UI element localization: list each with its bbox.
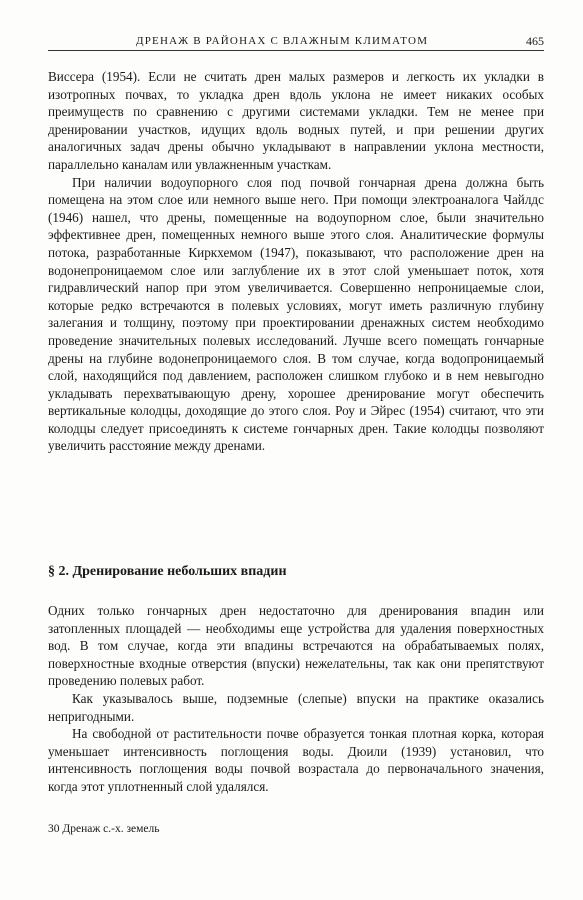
page-number: 465 — [526, 34, 544, 48]
body-text-top — [48, 68, 544, 455]
paragraph: При наличии водоупорного слоя под почвой гончарная дрена должна быть помещена на этом слое или немного выше него. При помощи электроаналога Чайлдс (1946) нашел, что дрены, помещенные на водоупорном слое, были значительно эффективнее дрен, помещенных немного выше этого слоя. Аналитические формулы потока, разработанные Киркхемом (1947), показывают, что расположение дрен на водонепроницаемом слое или заглубление их в этот слой уменьшает поток, хотя гидравлический напор при этом увеличивается. Совершенно непроницаемые слои, которые редко встречаются в полевых условиях, могут иметь различную глубину залегания и толщину, поэтому при проектировании дренажных систем необходимо проведение значительных полевых исследований. Лучше всего помещать гончарные дрены на глубине водонепроницаемого слоя. В том случае, когда водопроницаемый слой, находящийся под давлением, расположен слишком глубоко и в нем невыгодно укладывать перехватывающую дрену, хорошее дренирование могут обеспечить вертикальные колодцы, доходящие до этого слоя. Роу и Эйрес (1954) считают, что эти колодцы следует присоединять к системе гончарных дрен. Такие колодцы позволяют увеличить расстояние между дренами. — [48, 174, 544, 454]
running-head — [48, 34, 544, 51]
paragraph-continued: Виссера (1954). Если не считать дрен малых размеров и легкость их укладки в изотропных почвах, то укладка дрен вдоль уклона не имеет никаких особых преимуществ по сравнению с другими системами укладки. Тем не менее при дренировании участков, идущих вдоль водных путей, и при решении других аналогичных задач дрены обычно укладывают в направлении уклона местности, параллельно каналам или увлажненным участкам. — [48, 69, 544, 172]
running-title: ДРЕНАЖ В РАЙОНАХ С ВЛАЖНЫМ КЛИМАТОМ — [136, 35, 429, 47]
body-text-bottom — [48, 602, 544, 796]
paragraph: Одних только гончарных дрен недостаточно для дренирования впадин или затопленных площадей — необходимы еще устройства для удаления поверхностных вод. В том случае, когда эти впадины встречаются на обрабатываемых полях, поверхностные входные отверстия (впуски) нежелательны, так как они препятствуют проведению полевых работ. — [48, 603, 544, 689]
paragraph: Как указывалось выше, подземные (слепые) впуски на практике оказались непригодными. — [48, 690, 544, 724]
section-heading: § 2. Дренирование небольших впадин — [48, 564, 287, 579]
paragraph: На свободной от растительности почве образуется тонкая плотная корка, которая уменьшает интенсивность поглощения воды. Дюили (1939) установил, что интенсивность поглощения воды почвой возрастала до первоначального значения, когда этот уплотненный слой удалялся. — [48, 726, 544, 794]
printer-signature: 30 Дренаж с.-х. земель — [48, 823, 160, 835]
